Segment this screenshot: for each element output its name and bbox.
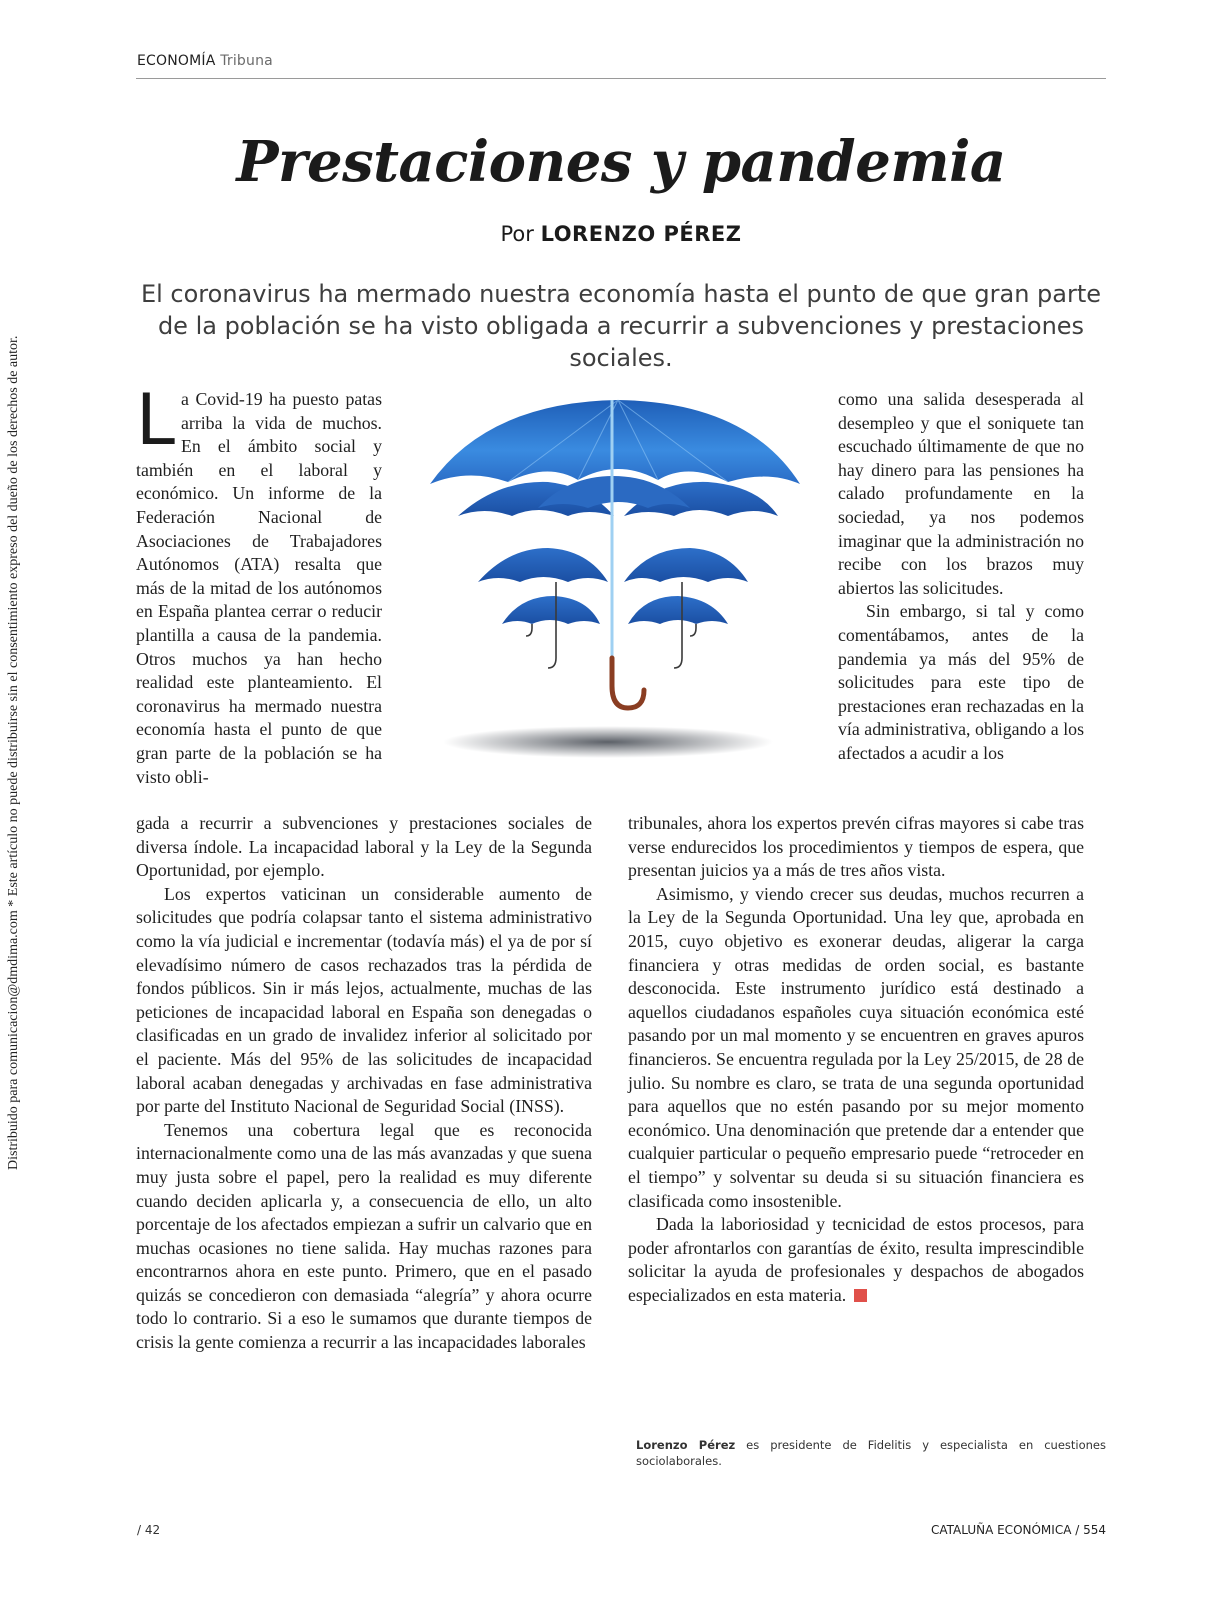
byline-author: LORENZO PÉREZ <box>540 222 742 246</box>
publication-footer: CATALUÑA ECONÓMICA / 554 <box>930 1523 1106 1537</box>
article-lead: El coronavirus ha mermado nuestra economía hasta el punto de que gran parte de la población se ha visto obligada a recurrir a subvenciones y prestaciones sociales. <box>140 280 1102 372</box>
paragraph-4: como una salida desesperada al desempleo y que el soniquete tan escuchado últimamente de que no hay dinero para las pensiones ha calado profundamente en la sociedad, ya nos podemos imaginar que la administración no recibe con los brazos muy abiertos las solicitudes. <box>838 389 1084 598</box>
author-note-text: es presidente de Fidelitis y especialista en cuestiones sociolaborales. <box>636 1438 1106 1468</box>
section-label <box>137 53 273 69</box>
author-note <box>636 1437 1106 1469</box>
copyright-notice: Distribuido para comunicacion@dmdima.com * Este artículo no puede distribuirse sin el consentimiento expreso del dueño de los derechos de autor. <box>6 335 21 1171</box>
paragraph-7 <box>628 1213 1084 1307</box>
paragraph-5-cont: tribunales, ahora los expertos prevén cifras mayores si cabe tras verse endurecidos los procedimientos y tiempos de espera, que presentan juicios ya a más de tres años vista. <box>628 813 1084 881</box>
byline <box>136 222 1106 246</box>
paragraph-6: Asimismo, y viendo crecer sus deudas, muchos recurren a la Ley de la Segunda Oportunidad. Una ley que, aprobada en 2015, cuyo objetivo es exonerar deudas, aligerar la carga financiera y otras medidas de orden social, es bastante desconocida. Este instrumento jurídico está destinado a aquellos ciudadanos españoles cuya situación económica esté pasando por un mal momento y se encuentren en graves apuros financieros. Se encuentra regulada por la Ley 25/2015, de 28 de julio. Su nombre es claro, se trata de una segunda oportunidad para aquellos que no estén pasando por su mejor momento económico. Una denominación que pretende dar a entender que cualquier particular o pequeño empresario puede “retroceder en el tiempo” y solventar su deuda si su situación financiera es clasificada como insostenible. <box>628 883 1084 1211</box>
paragraph-5: Sin embargo, si tal y como comentábamos, antes de la pandemia ya más del 95% de solicitudes para este tipo de prestaciones eran rechazadas en la vía administrativa, obligando a los afectados a acudir a los <box>838 601 1084 763</box>
subsection-name: Tribuna <box>220 53 273 69</box>
paragraph-1-text: a Covid-19 ha puesto patas arriba la vida de muchos. En el ámbito social y también en el laboral y económico. Un informe de la Federación Nacional de Asociaciones de Trabajadores Autónomos (ATA) resalta que más de la mitad de los autónomos en España plantea cerrar o reducir plantilla a causa de la pandemia. Otros muchos ya han hecho realidad este planteamiento. El coronavirus ha mermado nuestra economía hasta el punto de que gran parte de la población se ha visto obli- <box>136 389 382 787</box>
paragraph-1-cont: gada a recurrir a subvenciones y prestaciones sociales de diversa índole. La incapacidad laboral y la Ley de la Segunda Oportunidad, por ejemplo. <box>136 813 592 881</box>
header-rule <box>136 78 1106 79</box>
paragraph-3: Tenemos una cobertura legal que es reconocida internacionalmente como una de las más avanzadas y que suena muy justa sobre el papel, pero la realidad es muy diferente cuando deciden aplicarla y, a consecuencia de ello, un alto porcentaje de los afectados empiezan a sufrir un calvario que en muchas ocasiones no tiene salida. Hay muchas razones para encontrarnos ahora en este punto. Primero, que en el pasado quizás se concedieron con demasiada “alegría” y ahora ocurre todo lo contrario. Si a eso le sumamos que durante tiempos de crisis la gente comienza a recurrir a las incapacidades laborales <box>136 1119 592 1353</box>
paragraph-1 <box>136 379 382 789</box>
author-note-name: Lorenzo Pérez <box>636 1438 736 1452</box>
article-column-left-top <box>136 379 382 789</box>
umbrella-illustration <box>428 396 808 776</box>
byline-prefix: Por <box>500 222 534 246</box>
umbrella-icon <box>428 396 808 776</box>
paragraph-2: Los expertos vaticinan un considerable aumento de solicitudes que podría colapsar tanto el sistema administrativo como la vía judicial e incrementar (todavía más) el ya de por sí elevadísimo número de casos rechazados tras la pérdida de fondos públicos. Sin ir más lejos, actualmente, muchas de las peticiones de incapacidad laboral en España son denegadas o clasificadas en un grado de invalidez inferior al solicitado por el paciente. Más del 95% de las solicitudes de incapacidad laboral acaban denegadas y archivadas en fase administrativa por parte del Instituto Nacional de Seguridad Social (INSS). <box>136 883 592 1117</box>
page-number: / 42 <box>137 1523 161 1537</box>
article-column-right <box>628 812 1084 1307</box>
end-mark-icon <box>854 1289 867 1302</box>
dropcap: L <box>136 379 175 461</box>
section-name: ECONOMÍA <box>137 53 216 69</box>
article-title: Prestaciones y pandemia <box>236 129 1006 195</box>
paragraph-7-text: Dada la laboriosidad y tecnicidad de estos procesos, para poder afrontarlos con garantías de éxito, resulta imprescindible solicitar la ayuda de profesionales y despachos de abogados especializados en esta materia. <box>628 1214 1084 1305</box>
article-column-left <box>136 812 592 1355</box>
article-column-right-top <box>838 388 1084 766</box>
